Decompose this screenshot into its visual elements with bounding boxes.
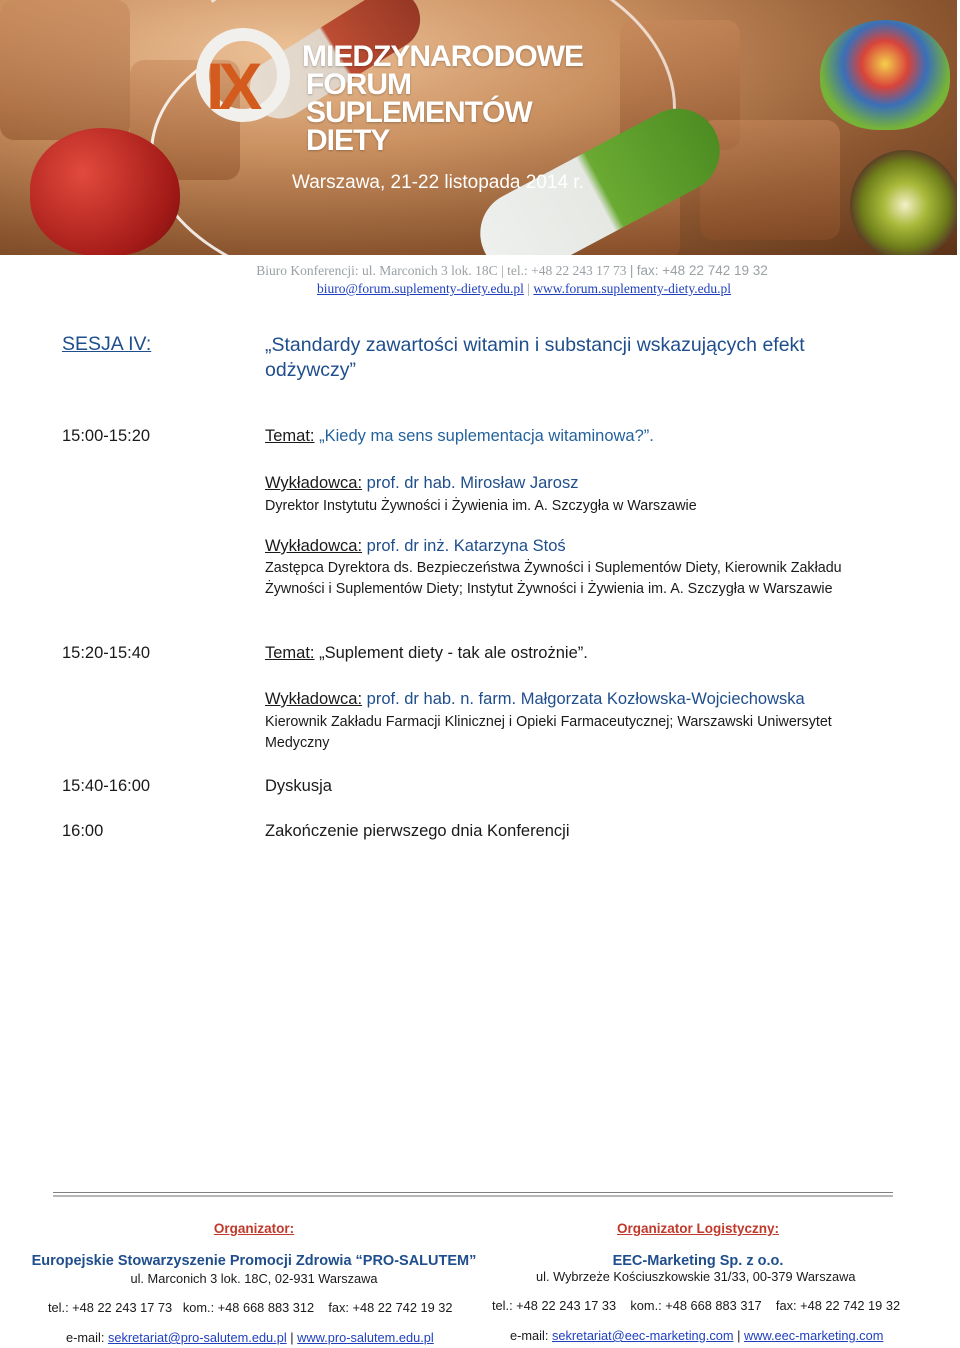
time-slot: 16:00 (62, 822, 104, 840)
topic-label: Temat: (265, 644, 315, 662)
header-banner (0, 0, 957, 255)
topic-title: „Suplement diety - tak ale ostrożnie”. (319, 644, 588, 662)
separator: | (629, 263, 634, 278)
logistics-website-link[interactable]: www.eec-marketing.com (743, 1328, 884, 1343)
office-tel: tel.: +48 22 243 17 73 (507, 263, 627, 278)
logo-line: MIEDZYNARODOWE (302, 40, 583, 73)
office-fax: fax: +48 22 742 19 32 (636, 263, 768, 278)
time-slot: 15:00-15:20 (62, 427, 151, 445)
contact-links (0, 281, 960, 297)
session-label: SESJA IV: (62, 333, 152, 355)
logistics-contact (510, 1328, 883, 1343)
separator: | (290, 1330, 294, 1345)
organizer-contact (66, 1330, 434, 1345)
organizer-email-link[interactable]: sekretariat@pro-salutem.edu.pl (107, 1330, 287, 1345)
lecturer-label: Wykładowca: (265, 690, 363, 708)
lecturer-name: prof. dr hab. Mirosław Jarosz (366, 474, 579, 492)
organizer-phones (48, 1300, 453, 1315)
lecturer-label: Wykładowca: (265, 474, 363, 492)
organizer-kom: kom.: +48 668 883 312 (182, 1300, 315, 1315)
discussion-item: Dyskusja (265, 777, 332, 795)
session-title: „Standardy zawartości witamin i substancji wskazujących efekt odżywczy” (265, 334, 805, 381)
lecturer-name: prof. dr inż. Katarzyna Stoś (366, 537, 566, 555)
kiwi-image (850, 150, 957, 255)
organizer-name: Europejskie Stowarzyszenie Promocji Zdrowia “PRO-SALUTEM” (31, 1253, 477, 1269)
time-slot: 15:40-16:00 (62, 777, 151, 795)
logistics-phones (492, 1298, 900, 1313)
footer-divider (53, 1195, 893, 1197)
lecturer-name: prof. dr hab. n. farm. Małgorzata Kozłowska-Wojciechowska (366, 690, 805, 708)
lecturer-affiliation: Kierownik Zakładu Farmacji Klinicznej i Opieki Farmaceutycznej; Warszawski Uniwersytet Medyczny (265, 714, 832, 751)
separator: | (527, 281, 530, 296)
logistics-kom: kom.: +48 668 883 317 (630, 1298, 762, 1313)
organizer-heading: Organizator: (213, 1221, 295, 1236)
office-website-link[interactable]: www.forum.suplementy-diety.edu.pl (533, 281, 732, 296)
banner-seat-decoration (700, 120, 840, 240)
separator: | (737, 1328, 741, 1343)
organizer-website-link[interactable]: www.pro-salutem.edu.pl (297, 1330, 434, 1345)
logistics-address: ul. Wybrzeże Kościuszkowskie 31/33, 00-379 Warszawa (536, 1269, 856, 1284)
topic-row (265, 644, 588, 663)
pill-bowl-image (820, 20, 950, 130)
footer-divider (53, 1192, 893, 1193)
office-email-link[interactable]: biuro@forum.suplementy-diety.edu.pl (316, 281, 524, 296)
event-place-date: Warszawa, 21-22 listopada 2014 r. (292, 172, 584, 193)
logo-line: FORUM (306, 68, 411, 101)
contact-line (0, 263, 960, 279)
logo-line: SUPLEMENTÓW (306, 96, 532, 129)
lecturer-row (265, 690, 805, 709)
organizer-fax: fax: +48 22 742 19 32 (328, 1300, 453, 1315)
logistics-heading: Organizator Logistyczny: (616, 1221, 780, 1236)
organizer-address: ul. Marconich 3 lok. 18C, 02-931 Warszawa (130, 1271, 378, 1286)
lecturer-affiliation: Dyrektor Instytutu Żywności i Żywienia im. A. Szczygła w Warszawie (265, 498, 697, 514)
lecturer-affiliation: Zastępca Dyrektora ds. Bezpieczeństwa Żywności i Suplementów Diety, Kierownik Zakładu Żywności i Suplementów Diety; Instytut Żywności i Żywienia im. A. Szczygła w Warszawie (265, 560, 842, 597)
topic-label: Temat: (265, 427, 315, 445)
logo-line: DIETY (306, 124, 390, 157)
banner-seat-decoration (0, 0, 130, 140)
logistics-fax: fax: +48 22 742 19 32 (775, 1298, 901, 1313)
topic-row (265, 427, 654, 446)
logistics-name: EEC-Marketing Sp. z o.o. (612, 1253, 784, 1269)
email-label: e-mail: (66, 1330, 105, 1345)
logistics-email-link[interactable]: sekretariat@eec-marketing.com (551, 1328, 734, 1343)
lecturer-label: Wykładowca: (265, 537, 363, 555)
email-label: e-mail: (510, 1328, 549, 1343)
organizer-tel: tel.: +48 22 243 17 73 (48, 1300, 173, 1315)
closing-item: Zakończenie pierwszego dnia Konferencji (265, 822, 570, 840)
office-address: Biuro Konferencji: ul. Marconich 3 lok. 18C (256, 263, 498, 278)
lecturer-row (265, 537, 566, 556)
topic-title: „Kiedy ma sens suplementacja witaminowa?”. (319, 427, 654, 445)
logistics-tel: tel.: +48 22 243 17 33 (492, 1298, 617, 1313)
apple-image (30, 128, 180, 255)
lecturer-row (265, 474, 578, 493)
logo-numeral: IX (206, 49, 257, 123)
time-slot: 15:20-15:40 (62, 644, 151, 662)
separator: | (501, 263, 504, 278)
